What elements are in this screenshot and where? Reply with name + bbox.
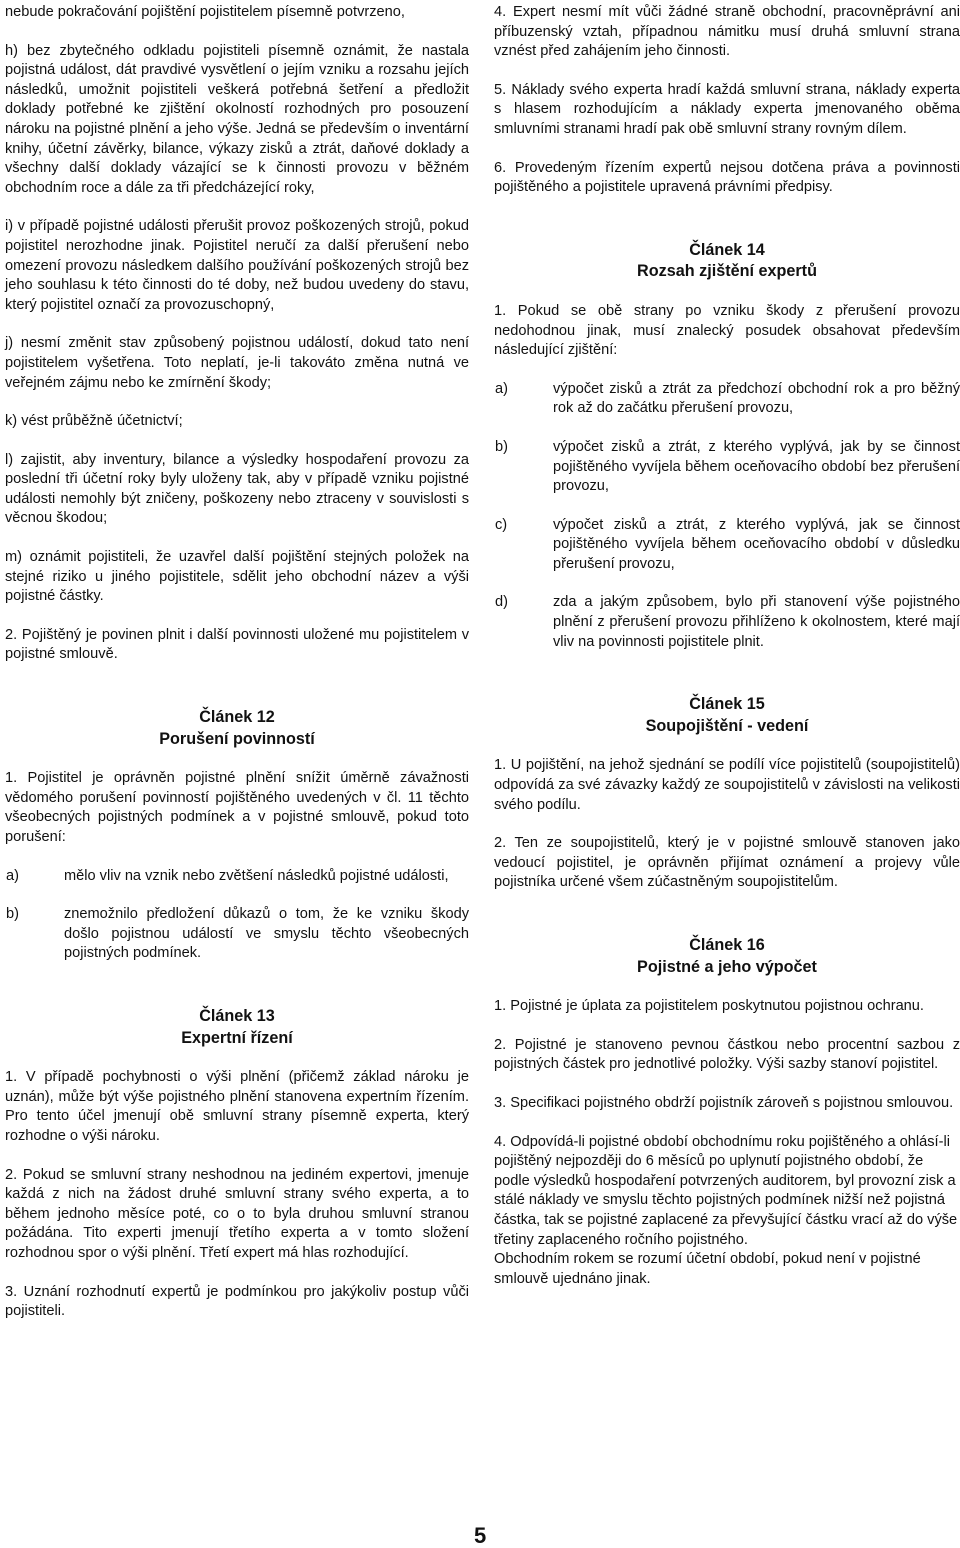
list-item-text: zda a jakým způsobem, bylo při stanovení výše pojistného plnění z přerušení provozu přihlíženo k okolnostem, které mají vliv na povinnosti pojistitele plnit.	[553, 594, 960, 650]
list-item-text: mělo vliv na vznik nebo zvětšení následků pojistné události,	[64, 867, 449, 884]
article-16-paragraph-5: Obchodním rokem se rozumí účetní období, pokud není v pojistné smlouvě ujednáno jinak.	[494, 1251, 921, 1287]
article-15-title: Článek 15	[689, 695, 765, 714]
article-13-paragraph-5: 5. Náklady svého experta hradí každá smluvní strana, náklady experta s hlasem rozhodujícím a náklady experta jmenovaného oběma smluvními stranami hradí pak obě smluvní strany rovným dílem.	[494, 81, 960, 137]
article-16-paragraph-4: 4. Odpovídá-li pojistné období obchodnímu roku pojištěného a ohlásí-li pojištěný nejpozději do 6 měsíců po uplynutí pojistného období, že podle výsledků hospodaření potvrzených auditorem, byl provozní zisk a stálé náklady ve smyslu těchto pojistných podmínek nižší než pojistná částka, tak se pojistné zaplacené za převyšující částku vrací až do výše třetiny zaplaceného ročního pojistného.	[494, 1133, 958, 1248]
list-item-marker: d)	[495, 594, 508, 611]
article-16-title: Článek 16	[689, 936, 765, 954]
article-12-heading	[5, 707, 469, 750]
article-14-heading	[494, 240, 960, 283]
paragraph-j: j) nesmí změnit stav způsobený pojistnou událostí, dokud tato není pojistitelem vyšetřena. Toto neplatí, je-li takováto změna nutná ve veřejném zájmu nebo ke zmírnění škody;	[5, 335, 469, 391]
list-item	[494, 516, 960, 575]
list-item-text: znemožnilo předložení důkazů o tom, že ke vzniku škody došlo pojistnou událostí ve smyslu těchto všeobecných pojistných podmínek.	[64, 906, 469, 962]
article-13-paragraph-6: 6. Provedeným řízením expertů nejsou dotčena práva a povinnosti pojištěného a pojistitele upravená právními předpisy.	[494, 159, 960, 196]
list-item-text: výpočet zisků a ztrát za předchozí obchodní rok a pro běžný rok až do začátku přerušení provozu,	[553, 380, 960, 417]
article-13-paragraph-1: 1. V případě pochybnosti o výši plnění (přičemž základ nároku je uznán), může být výše pojistného plnění stanovena expertním řízením. Pro tento účel jmenují obě smluvní strany písemně experta, který rozhodne o výši nároku.	[5, 1069, 469, 1144]
article-16-heading	[494, 935, 960, 978]
article-16-subtitle: Pojistné a jeho výpočet	[637, 957, 817, 976]
article-14-paragraph-1: 1. Pokud se obě strany po vzniku škody z přerušení provozu nedohodnou jinak, musí znalecký posudek obsahovat především následující zjištění:	[494, 302, 960, 359]
list-item	[494, 438, 960, 497]
article-16-paragraph-1: 1. Pojistné je úplata za pojistitelem poskytnutou pojistnou ochranu.	[494, 998, 924, 1015]
article-13-heading	[5, 1006, 469, 1049]
paragraph-m: m) oznámit pojistiteli, že uzavřel další pojištění stejných položek na stejné riziko u jiného pojistitele, sdělit jeho obchodní název a výši pojistné částky.	[5, 549, 469, 605]
article-16-paragraph-3: 3. Specifikaci pojistného obdrží pojistník zároveň s pojistnou smlouvou.	[494, 1094, 954, 1111]
list-item-marker: b)	[495, 438, 508, 455]
article-12-list	[5, 867, 469, 964]
paragraph-k: k) vést průběžně účetnictví;	[5, 413, 183, 430]
paragraph-l: l) zajistit, aby inventury, bilance a výsledky hospodaření provozu za poslední tři účetní roky byly uloženy tak, aby v případě vzniku pojistné události nemohly být zničeny, poškozeny nebo ztraceny v souvislosti s věcnou škodou;	[5, 451, 469, 527]
paragraph-i: i) v případě pojistné události přerušit provoz poškozených strojů, pokud pojistitel nerozhodne jinak. Pojistitel neručí za další přerušení nebo omezení provozu následkem dalšího používání poškozených strojů bez jeho souhlasu k této činnosti do té doby, než budou uvedeny do stavu, který pojistitel označí za provozuschopný,	[5, 218, 469, 313]
article-15-heading	[494, 694, 960, 737]
article-13-title: Článek 13	[199, 1006, 275, 1025]
paragraph-h: h) bez zbytečného odkladu pojistiteli písemně oznámit, že nastala pojistná událost, dát pravdivé vysvětlení o jejím vzniku a rozsahu jejích následků, umožnit pojistiteli veškerá potřebná šetření a předložit doklady potřebné ke zjištění okolností rozhodných pro posouzení nároku na pojistné plnění a jeho výše. Jedná se především o inventární knihy, účetní závěrky, bilance, výkazy zisků a ztrát, daňové doklady a všechny další doklady vázající se k činnosti provozu v běžném obchodním roce a dále za tři předcházející roky,	[5, 42, 469, 196]
list-item-marker: a)	[495, 380, 508, 397]
list-item	[494, 593, 960, 652]
article-13-paragraph-2: 2. Pokud se smluvní strany neshodnou na jediném expertovi, jmenuje každá z nich na žádost druhé smluvní strany svého experta, a to během jednoho měsíce poté, co o to byla druhou smluvní stranou požádána. Tito experti jmenují třetího experta a v tomto složení rozhodnou spor o výši plnění. Třetí expert má hlas rozhodující.	[5, 1166, 469, 1261]
list-item	[5, 867, 469, 887]
list-item-marker: c)	[495, 516, 508, 533]
article-14-subtitle: Rozsah zjištění expertů	[637, 262, 817, 281]
article-13-subtitle: Expertní řízení	[181, 1028, 293, 1047]
paragraph-2: 2. Pojištěný je povinen plnit i další povinnosti uložené mu pojistitelem v pojistné smlouvě.	[5, 626, 469, 663]
page-number: 5	[474, 1523, 487, 1548]
article-14-title: Článek 14	[689, 240, 765, 259]
list-item-text: výpočet zisků a ztrát, z kterého vyplývá, jak se činnost pojištěného vyvíjela během oceňovacího období v důsledku přerušení provozu,	[553, 516, 960, 572]
list-item	[5, 905, 469, 964]
left-column	[5, 0, 469, 1322]
article-13-paragraph-3: 3. Uznání rozhodnutí expertů je podmínkou pro jakýkoliv postup vůči pojistiteli.	[5, 1283, 469, 1320]
article-15-paragraph-2: 2. Ten ze soupojistitelů, který je v pojistné smlouvě stanoven jako vedoucí pojistitel, je oprávněn přijímat oznámení a projevy vůle pojistníka určené všem zúčastněným soupojistitelům.	[494, 835, 960, 891]
article-12-subtitle: Porušení povinností	[159, 729, 315, 748]
article-16-paragraph-2: 2. Pojistné je stanoveno pevnou částkou nebo procentní sazbou z pojistných částek pro jednotlivé položky. Výši sazby stanoví pojistitel.	[494, 1036, 960, 1073]
list-item-text: výpočet zisků a ztrát, z kterého vyplývá, jak by se činnost pojištěného vyvíjela během oceňovacího období bez přerušení provozu,	[553, 438, 960, 495]
list-item	[494, 380, 960, 419]
article-14-list	[494, 380, 960, 653]
article-12-title: Článek 12	[199, 708, 275, 727]
article-13-paragraph-4: 4. Expert nesmí mít vůči žádné straně obchodní, pracovněprávní ani příbuzenský vztah, případnou námitku musí druhá smluvní strana vznést před zahájením jeho činnosti.	[494, 4, 960, 60]
list-item-marker: b)	[6, 906, 19, 923]
paragraph-continuation: nebude pokračování pojištění pojistitelem písemně potvrzeno,	[5, 4, 405, 20]
article-12-paragraph-1: 1. Pojistitel je oprávněn pojistné plnění snížit úměrně závažnosti vědomého porušení povinností pojištěného uvedených v čl. 11 těchto všeobecných pojistných podmínek a v pojistné smlouvě, pokud toto porušení:	[5, 770, 469, 845]
article-15-subtitle: Soupojištění - vedení	[645, 716, 809, 735]
list-item-marker: a)	[6, 867, 19, 884]
article-15-paragraph-1: 1. U pojištění, na jehož sjednání se podílí více pojistitelů (soupojistitelů) odpovídá za své závazky každý ze soupojistitelů v závislosti na velikosti svého podílu.	[494, 757, 960, 813]
right-column	[494, 0, 960, 1289]
